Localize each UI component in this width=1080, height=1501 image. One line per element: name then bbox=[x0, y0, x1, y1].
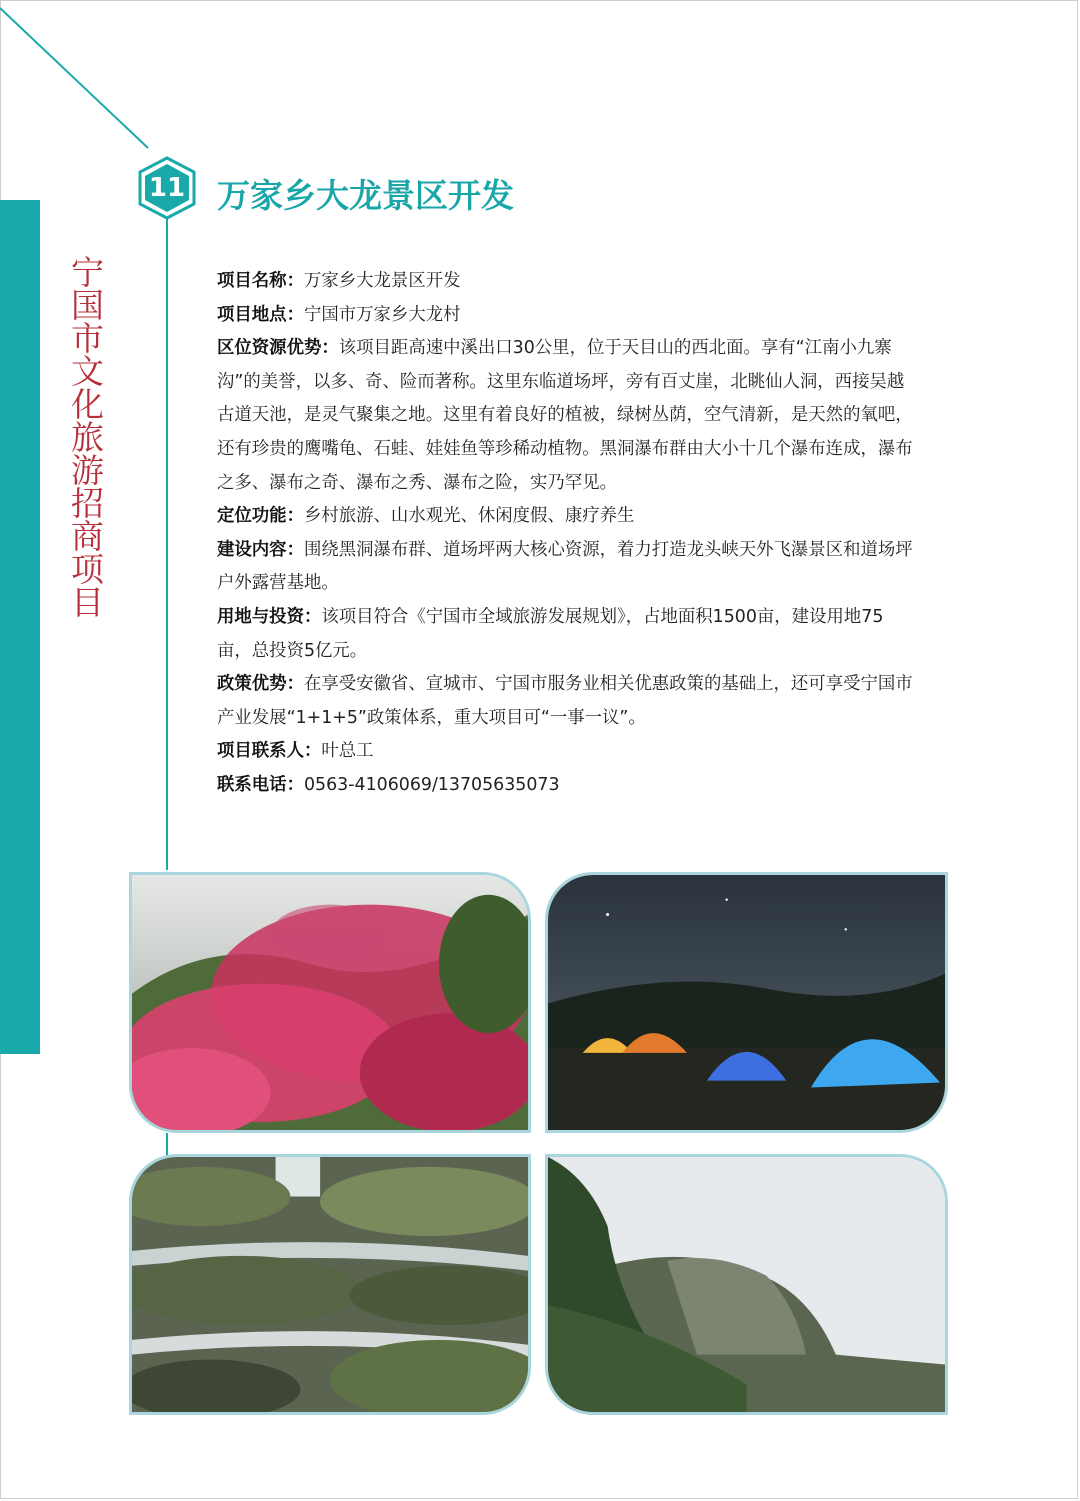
field-location-advantages: 区位资源优势：该项目距高速中溪出口30公里，位于天目山的西北面。享有“江南小九寨沟”的美誉，以多、奇、险而著称。这里东临道场坪，旁有百丈崖，北眺仙人洞，西接吴越古道天池，是灵气聚集之地。这里有着良好的植被，绿树丛荫，空气清新，是天然的氧吧，还有珍贵的鹰嘴龟、石蛙、娃娃鱼等珍稀动植物。黑洞瀑布群由大小十几个瀑布连成，瀑布之多、瀑布之奇、瀑布之秀、瀑布之险，实乃罕见。 bbox=[217, 338, 913, 493]
vertical-title: 宁国市文化旅游招商项目 bbox=[66, 255, 105, 618]
azalea-flowers-photo bbox=[129, 872, 531, 1133]
field-construction: 建设内容：围绕黑洞瀑布群、道场坪两大核心资源，着力打造龙头峡天外飞瀑景区和道场坪户外露营基地。 bbox=[217, 539, 913, 594]
field-policy: 政策优势：在享受安徽省、宣城市、宁国市服务业相关优惠政策的基础上，还可享受宁国市产业发展“1+1+5”政策体系，重大项目可“一事一议”。 bbox=[217, 674, 913, 728]
stream-rocks-waterfall-photo bbox=[129, 1154, 531, 1415]
field-project-location: 项目地点：宁国市万家乡大龙村 bbox=[217, 304, 461, 325]
field-contact-phone: 联系电话：0563-4106069/13705635073 bbox=[217, 774, 560, 795]
page-title: 万家乡大龙景区开发 bbox=[217, 176, 514, 215]
field-land-investment: 用地与投资：该项目符合《宁国市全域旅游发展规划》，占地面积1500亩，建设用地75亩，总投资5亿元。 bbox=[217, 606, 884, 661]
badge-number: 11 bbox=[148, 173, 186, 203]
field-project-name: 项目名称：万家乡大龙景区开发 bbox=[217, 271, 461, 291]
project-details bbox=[217, 265, 917, 803]
field-contact-person: 项目联系人：叶总工 bbox=[217, 741, 374, 762]
field-positioning: 定位功能：乡村旅游、山水观光、休闲度假、康疗养生 bbox=[217, 506, 635, 527]
camping-tents-night-photo bbox=[545, 872, 948, 1133]
sidebar-band bbox=[0, 200, 40, 1054]
mountain-cliff-photo bbox=[545, 1154, 948, 1415]
